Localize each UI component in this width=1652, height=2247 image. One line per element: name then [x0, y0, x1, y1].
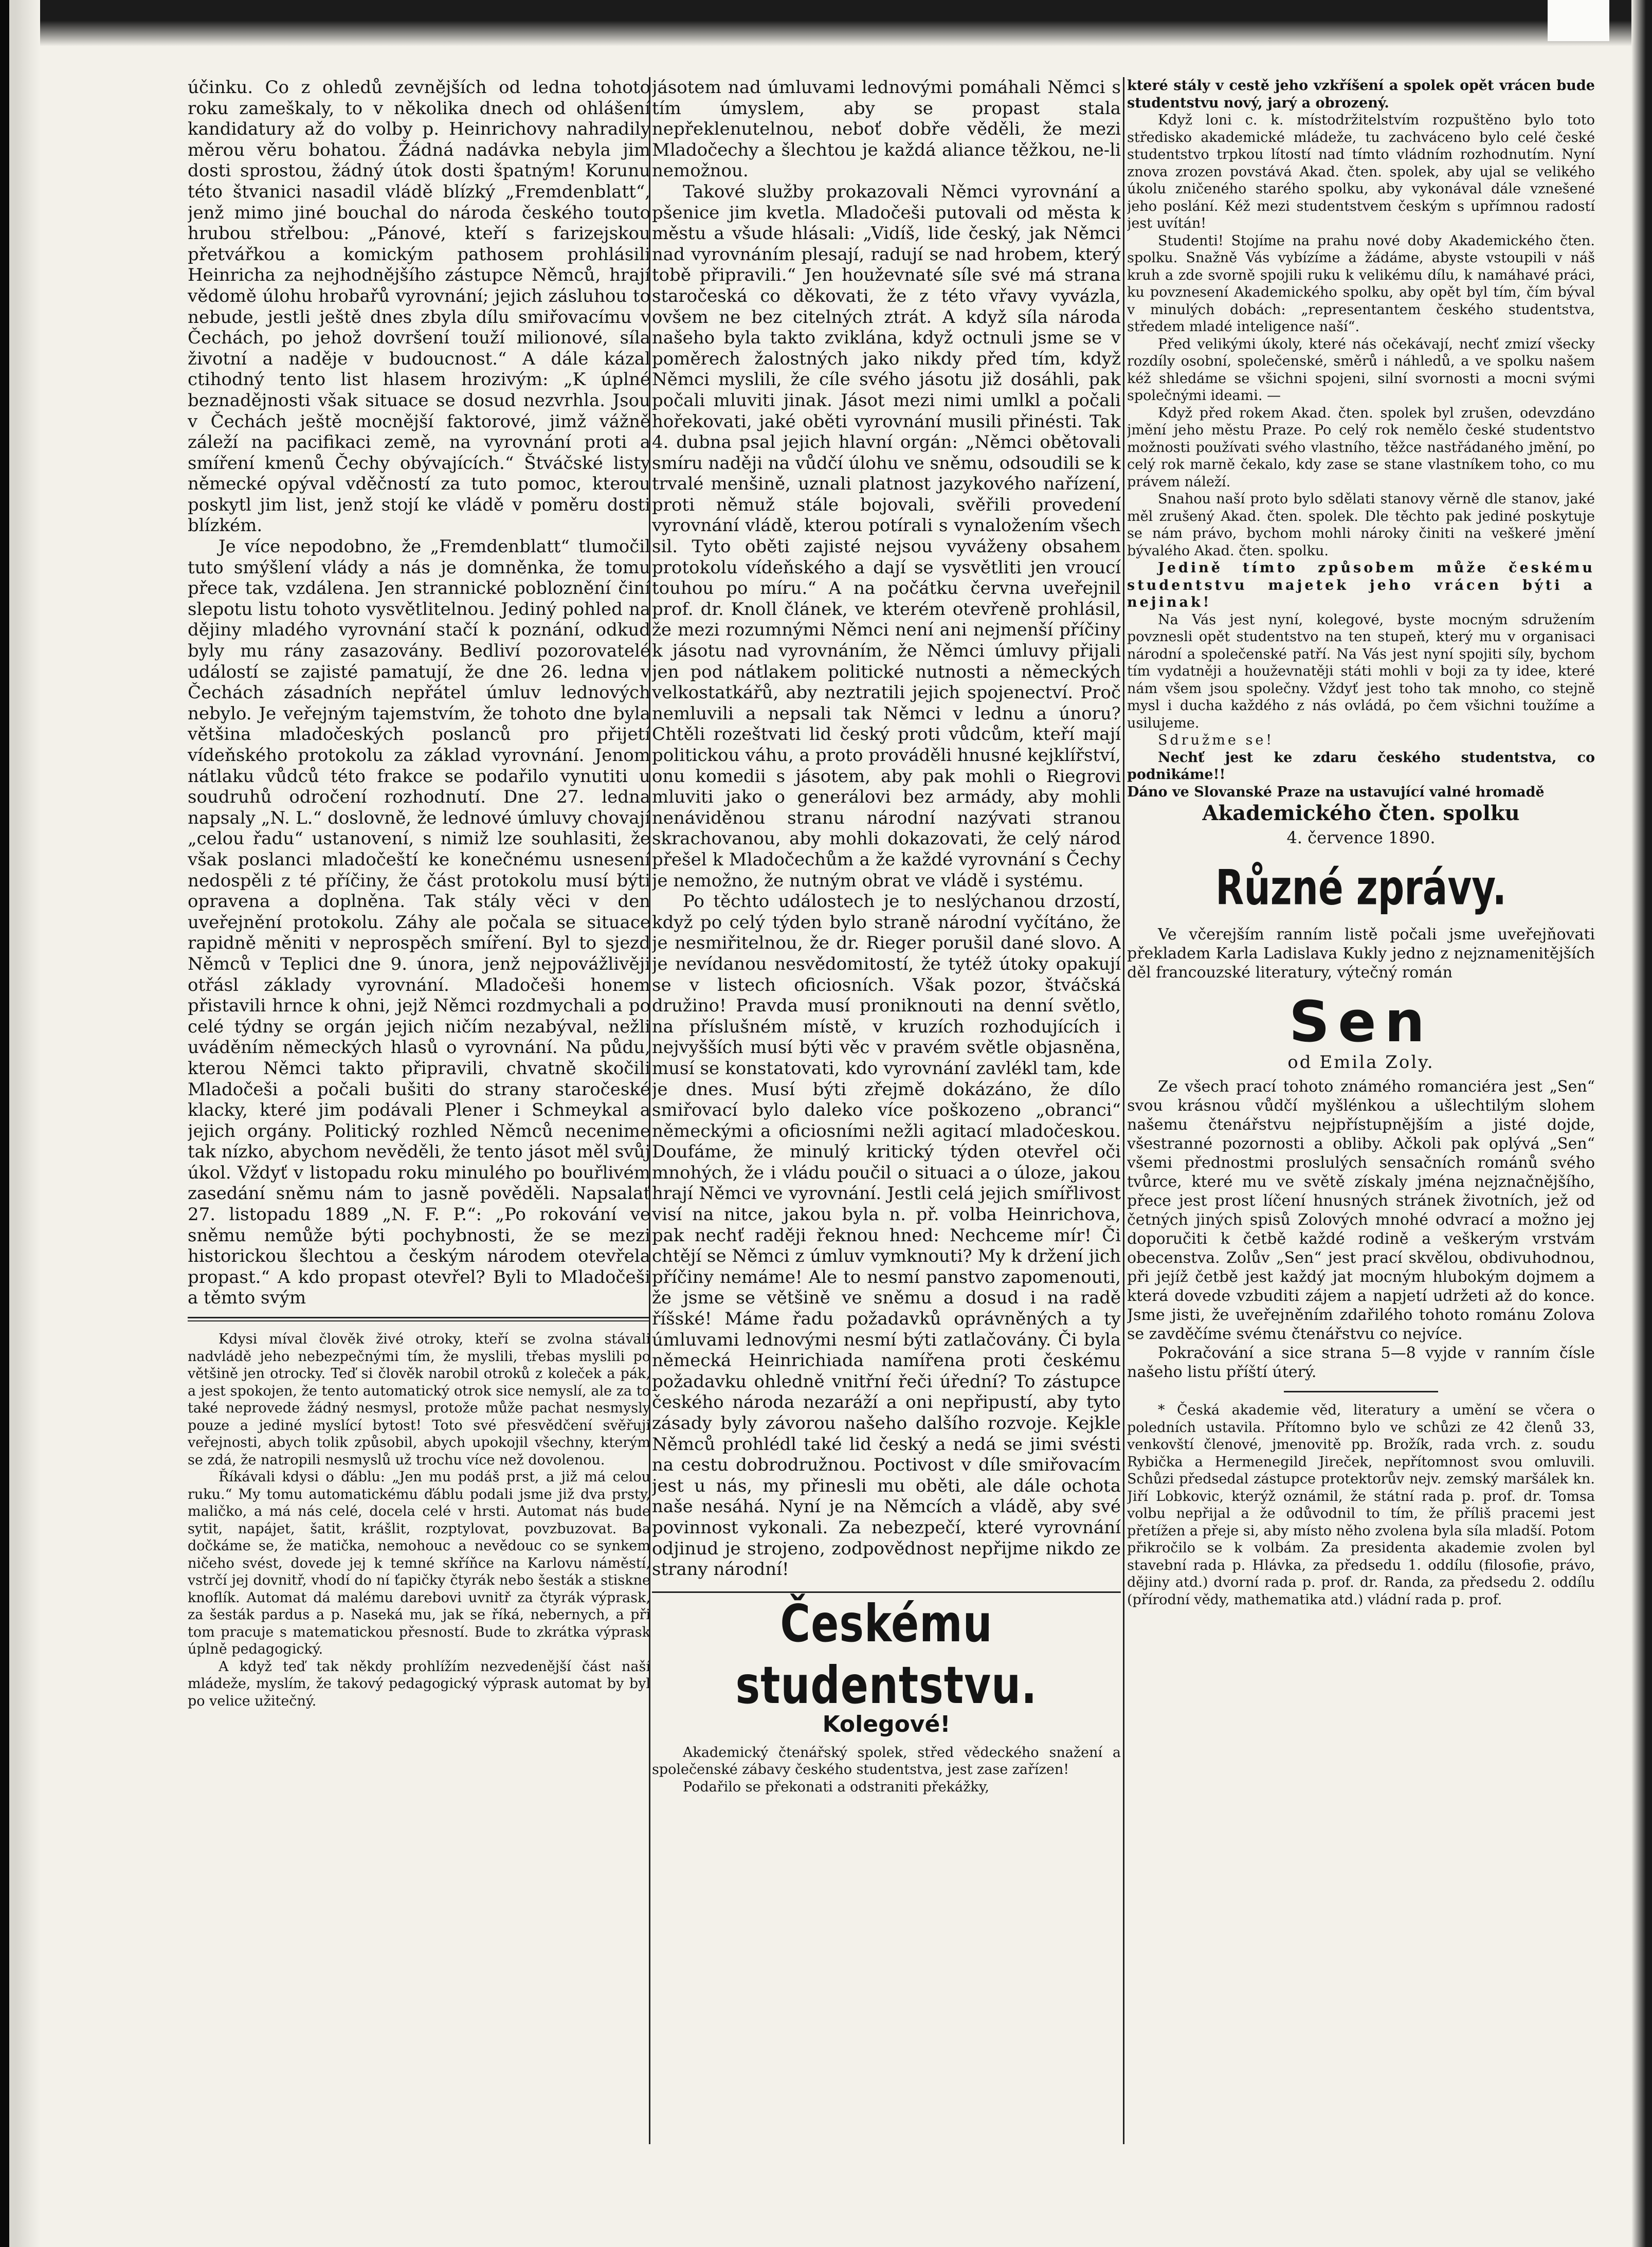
news-paragraph: * Česká akademie věd, literatury a umění se včera o poledních ustavila. Přítomno bylo ve schůzi ze 42 členů 33, venkovští členové, jmenovitě pp. Brožík, rada vrch. z. soudu Rybička a Hermenegild Jireček, nepřítomnost svou omluvili. Schůzi předsedal zástupce protektorův nejv. zemský maršálek kn. Jiří Lobkovic, kterýž oznámil, že státní rada p. prof. dr. Tomsa volbu nepřijal a že odůvodnil to tím, že příliš pracemi jest přetížen a přeje si, aby místo něho zvolena byla síla mladší. Potom přikročilo se k volbám. Za presidenta akademie zvolen byl stavební rada p. Hlávka, za předsedu 1. oddílu (filosofie, právo, dějiny atd.) dvorní rada p. prof. dr. Randa, za předsedu 2. oddílu (přírodní vědy, mathematika atd.) vládní rada p. prof.: [1127, 1402, 1595, 1608]
article-paragraph: Takové služby prokazovali Němci vyrovnání a pšenice jim kvetla. Mladočeši putovali od města k městu a všude hlásali: „Vidíš, lide český, jak Němci nad vyrovnáním plesají, radují se nad hrobem, který tobě připravili.“ Jen houževnaté síle své má strana staročeská co děkovati, že z této vřavy vyvázla, ovšem ne bez citelných ztrát. A když síla národa našeho byla takto zviklána, když octnuli jsme se v poměrech žalostných jako nikdy před tím, když Němci myslili, že cíle svého jásotu již dosáhli, pak počali mluviti jinak. Jásot mezi nimi umlkl a počali hořekovati, jaké oběti vyrovnání musili přinésti. Tak 4. dubna psal jejich hlavní orgán: „Němci obětovali smíru naději na vůdčí úlohu ve sněmu, odsoudili se k trvalé menšině, uznali platnost jazykového nařízení, proti němuž stále bojovali, svěřili provedení vyrovnání vládě, kterou potírali s vynaložením všech sil. Tyto oběti zajisté nejsou vyváženy obsahem protokolu vídeňského a dají se vysvětliti jen vroucí touhou po míru.“ A na počátku června uveřejnil prof. dr. Knoll článek, ve kterém otevřeně prohlásil, že mezi rozumnými Němci není ani nejmenší příčiny k jásotu nad vyrovnáním, že Němci úmluvy přijali jen pod nátlakem politické nutnosti a německých velkostatkářů, aby neztratili jejich spojenectví. Proč nemluvili a nepsali tak Němci v lednu a únoru? Chtěli rozeštvati lid český proti vůdcům, kteří mají politickou váhu, a proto prováděli hnusné kejklířství, onu komedii s jásotem, aby pak mohli o Riegrovi mluviti jako o generálovi bez armády, aby mohli nenáviděnou stranu národní nazývati stranou skrachovanou, aby mohli dokazovati, že celý národ přešel k Mladočechům a že každé vyrovnání s Čechy je nemožno, že nutným obrat ve vládě i systému.: [652, 181, 1121, 891]
signature-organization: Akademického čten. spolku: [1202, 801, 1520, 825]
appeal-paragraph: Sdružme se!: [1158, 732, 1275, 748]
feuilleton-divider: [188, 1317, 650, 1321]
novel-byline: od Emila Zoly.: [1287, 1052, 1435, 1073]
article-paragraph: Po těchto událostech je to neslýchanou drzostí, když po celý týden bylo straně národní vyčítáno, že je nesmiřitelnou, že dr. Rieger porušil dané slovo. A je nevídanou nesvědomitostí, že tytéž útoky opakují se v listech oficiosních. Však pozor, štváčská družino! Pravda musí proniknouti na denní světlo, na příslušném místě, v kruzích rozhodujících i nejvyšších musí býti věc v pravém světle objasněna, musí se konstatovati, kdo vyrovnání zavlékl tam, kde je dnes. Musí býti zřejmě dokázáno, že dílo smiřovací bylo daleko více poškozeno „obranci“ německými a oficiosními nežli agitací mladočeskou. Doufáme, že minulý kritický týden otevřel oči mnohých, že i vládu poučil o situaci a o úloze, jakou hrají Němci ve vyrovnání. Jestli celá jejich smířlivost visí na nitce, jakou byla n. př. volba Heinrichova, pak nechť raději řeknou hned: Nechceme mír! Či chtějí se Němci z úmluv vymknouti? My k držení jich příčiny nemáme! Ale to nesmí panstvo zapomenouti, že jsme se většině ve sněmu a dosud i na radě říšské! Máme řadu požadavků oprávněných a ty úmluvami lednovými nesmí býti zatlačovány. Či byla německá Heinrichiada namířena proti českému požadavku ohledně vnitřní řeči úřední? To zástupce českého národa nezaráží a oni nepřipustí, aby tyto zásady byly závorou našeho dalšího rozvoje. Kejkle Němců prohlédl také lid český a nedá se jimi svésti na cestu dobrodružnou. Poctivost v díle smiřovacím jest u nás, my přinesli mu oběti, ale dále ochota naše nesáhá. Nyní je na Němcích a vládě, aby své povinnost vykonali. Za nebezpečí, které vyrovnání odjinud je strojeno, zodpovědnost nepřijme nikdo ze strany národní!: [652, 891, 1121, 1580]
dated-line: Dáno ve Slovanské Praze na ustavující valné hromadě: [1127, 784, 1545, 800]
appeal-paragraph: Studenti! Stojíme na prahu nové doby Akademického čten. spolku. Snažně Vás vybízíme a žádáme, abyste vstoupili v náš kruh a zde svorně spojili ruku k velikému dílu, k namáhavé práci, ku povznesení Akademického spolku, aby opět byl tím, čím býval v minulých dobách: „representantem českého studentstva, středem mladé inteligence naší“.: [1127, 232, 1595, 335]
article-paragraph: účinku. Co z ohledů zevnějších od ledna tohoto roku zameškaly, to v několika dnech od ohlášení kandidatury až do volby p. Heinrichovy nahradily měrou věru bohatou. Žádná nadávka nebyla jim dosti sprostou, žádný útok dosti špatným! Korunu této štvanici nasadil vládě blízký „Fremdenblatt“, jenž mimo jiné bouchal do národa českého touto hrubou střelbou: „Pánové, kteří s farizejskou přetvářkou a komickým pathosem prohlásili Heinricha za nejhodnějšího zástupce Němců, hrají vědomě úlohu hrobařů vyrovnání; jejich zásluhou to nebude, jestli ještě dnes zbyla dílu smiřovacímu v Čechách, po jehož dovršení touží milionové, síla životní a naděje v budoucnost.“ A dále kázal ctihodný tento list hlasem hrozivým: „K úplné beznadějnosti však situace se dosud nezvrhla. Jsou v Čechách ještě mocnější faktorové, jimž vážně záleží na pacifikaci země, na vyrovnání proti a smíření kmenů Čechy obývajících.“ Štváčské listy německé opýval vděčností za tuto pomoc, kterou poskytl jim list, jenž stojí ke vládě v poměru dosti blízkém.: [188, 77, 650, 536]
appeal-paragraph: Na Vás jest nyní, kolegové, byste mocným sdružením povznesli opět studentstvo na ten stupeň, který mu v organisaci národní a společenské patří. Na Vás jest nyní spojiti síly, bychom tím vydatněji a houževnatěji státi mohli v boji za ty idee, které nám všem jsou společny. Vždyť jest toho tak mnoho, co stejně mysl i ducha každého z nás ovládá, po čem všichni toužíme a usilujeme.: [1127, 611, 1595, 731]
column-2: [652, 77, 1121, 2211]
article-paragraph: Je více nepodobno, že „Fremdenblatt“ tlumočil tuto smýšlení vlády a nás je domněnka, že tomu přece tak, vzdálena. Jen strannické pobloznění činí slepotu listu tohoto vysvětlitelnou. Jediný pohled na dějiny mladého vyrovnání stačí k poznání, odkud byly mu rány zasazovány. Bedliví pozorovatelé událostí se zajisté pamatují, že dne 26. ledna v Čechách zásadních nepřátel úmluv lednových nebylo. Je veřejným tajemstvím, že tohoto dne byla většina mladočeských poslanců pro přijetí vídeňského protokolu za základ vyrovnání. Jenom nátlaku vůdců této frakce se podařilo vynutiti u soudruhů odročení rozhodnutí. Dne 27. ledna napsaly „N. L.“ doslovně, že lednové úmluvy chovají „celou řadu“ ustanovení, s nimiž lze souhlasiti, že však poslanci mladočeští ke konečnému usnesení nedospěli z té příčiny, že část protokolu musí býti opravena a doplněna. Tak stály věci v den uveřejnění protokolu. Záhy ale počala se situace rapidně měniti v neprospěch smíření. Byl to sjezd Němců v Teplici dne 9. února, jenž nejpovážlivěji otřásl základy vyrovnání. Mladočeši honem přistavili hrnce k ohni, jejž Němci rozdmychali a po celé týdny se orgán jejich ničím nezabýval, nežli uváděním německých hlasů o vyrovnání. Na půdu, kterou Němci takto připravili, chvatně skočili Mladočeši a počali bušiti do strany staročeské klacky, které jim podávali Plener i Schmeykal a jejich orgány. Politický rozhled Němců necenime tak nízko, abychom nevěděli, že tento jásot měl svůj úkol. Vždyť v listopadu roku minulého po bouřlivém zasedání sněmu nám to jasně pověděli. Napsalať 27. listopadu 1889 „N. F. P.“: „Po rokování ve sněmu nemůže býti pochybnosti, že se mezi historickou šlechtou a českým národem otevřela propast.“ A kdo propast otevřel? Byli to Mladočeši a těmto svým: [188, 536, 650, 1309]
news-divider: [1284, 1391, 1438, 1392]
appeal-paragraph: Jedině tímto způsobem může českému studentstvu majetek jeho vrácen býti a nejinak!: [1127, 560, 1595, 610]
appeal-paragraph: Když před rokem Akad. čten. spolek byl zrušen, odevzdáno jmění jeho městu Praze. Po celý rok nemělo české studentstvo možnosti používati svého vlastního, těžce nastřádaného jmění, po celý rok marně čekalo, kdy zase se stane vlastníkem toho, co mu právem náleží.: [1127, 405, 1595, 490]
column-rule-2: [1123, 77, 1124, 2144]
appeal-paragraph: Před velikými úkoly, které nás očekávají, nechť zmizí všecky rozdíly osobní, společenské, směrů i náhledů, a ve spolku našem kéž shledáme se všichni spojeni, silní svornosti a mocni svými společnými ideami. —: [1127, 336, 1595, 404]
column-3: [1127, 77, 1595, 2211]
appeal-paragraph: Nechť jest ke zdaru českého studentstva, co podnikáme!!: [1127, 749, 1595, 783]
appeal-paragraph: Snahou naší proto bylo sdělati stanovy věrně dle stanov, jaké měl zrušený Akad. čten. spolek. Dle těchto pak jediné poskytuje se nám právo, bychom mohli nároky činiti na veškeré jmění bývalého Akad. čten. spolku.: [1127, 491, 1595, 559]
appeal-paragraph: Podařilo se překonati a odstraniti překážky,: [683, 1779, 989, 1795]
appeal-paragraph: které stály v cestě jeho vzkříšení a spolek opět vrácen bude studentstvu nový, jarý a obrozený.: [1127, 78, 1595, 111]
article-paragraph: jásotem nad úmluvami lednovými pomáhali Němci s tím úmyslem, aby se propast stala nepřeklenutelnou, neboť dobře věděli, že mezi Mladočechy a šlechtou je každá aliance těžkou, ne-li nemožnou.: [652, 77, 1121, 182]
appeal-paragraph: Když loni c. k. místodržitelstvím rozpuštěno bylo toto středisko akademické mládeže, tu zachváceno bylo celé české studentstvo trpkou lítostí nad tímto vládním rozhodnutím. Nyní znova zrozen povstává Akad. čten. spolek, aby ujal se velikého úkolu zničeného starého spolku, aby vykonával dále vznešené jeho poslání. Kéž mezi studentstvem českým s upřímnou radostí jest uvítán!: [1127, 112, 1595, 231]
novel-title: Sen: [1288, 989, 1433, 1055]
news-paragraph: Ze všech prací tohoto známého romanciéra jest „Sen“ svou krásnou vůdčí myšlénkou a ušlechtilým slohem našemu čtenářstvu nejpřístupnějším a jisté dojde, všestranné pozornosti a obliby. Ačkoli pak oplývá „Sen“ všemi přednostmi proslulých sensačních románů svého tvůrce, které mu ve světě získaly jména nejznačnějšího, přece jest prost líčení hnusných stránek životních, jež od četných jiných spisů Zolových mnohé odvrací a možno jej doporučiti k četbě každé rodině a veškerým vrstvám obecenstva. Zolův „Sen“ jest prací skvělou, obdivuhodnou, při jejíž četbě jest každý jat mocným hlubokým dojmem a která dovede vzbuditi zájem a napjetí udržeti až do konce. Jsme jisti, že uveřejněním zdařilého tohoto románu Zolova se zavděčíme svému čtenářstvu co nejvíce.: [1127, 1078, 1595, 1343]
feuilleton: [188, 1331, 650, 1710]
section-title: Českému studentstvu.: [735, 1593, 1038, 1715]
feuilleton-paragraph: Kdysi míval člověk živé otroky, kteří se zvolna stávali nadvládě jeho nebezpečnými tím, že myslili, třebas myslili po většině jen otrocky. Teď si člověk narobil otroků z koleček a pák, a jest spokojen, že tento automatický otrok sice nemyslí, ale za to také neprovede žádný nesmysl, protože může pachat nesmysly pouze a jediné myslící bytost! Toto své přesvědčení svěřuji veřejnosti, abych tolik způsobil, abych upokojil všechny, kterým se zdá, že natropili nesmyslů už trochu více než dovolenou.: [188, 1331, 650, 1468]
scan-paper-tab: [1548, 0, 1609, 41]
appeal-paragraph: Akademický čtenářský spolek, střed vědeckého snažení a společenské zábavy českého studentstva, jest zase zařízen!: [652, 1744, 1121, 1778]
news-paragraph: Pokračování a sice strana 5—8 vyjde v ranním čísle našeho listu příští úterý.: [1127, 1344, 1595, 1381]
feuilleton-paragraph: A když teď tak někdy prohlížím nezvedenější část naší mládeže, myslím, že takový pedagogický výprask automat by byl po velice užitečný.: [188, 1658, 650, 1709]
news-section-title: Různé zprávy.: [1215, 859, 1506, 916]
scan-border-top: [0, 0, 1652, 46]
scan-border-left: [0, 0, 40, 2247]
column-1: [188, 77, 650, 2211]
signature-date: 4. července 1890.: [1286, 828, 1436, 847]
salutation: Kolegové!: [822, 1711, 951, 1737]
news-intro: Ve včerejším ranním listě počali jsme uveřejňovati překladem Karla Ladislava Kukly jedno z nejznamenitějších děl francouzské literatury, výtečný román: [1127, 926, 1595, 982]
feuilleton-paragraph: Říkávali kdysi o ďáblu: „Jen mu podáš prst, a již má celou ruku.“ My tomu automatickému ďáblu podali jsme již dva prsty, maličko, a má nás celé, docela celé v hrsti. Automat nás bude sytit, napájet, šatit, krášlit, rozptylovat, povzbuzovat. Ba dočkáme se, že matička, nemohouc a nevědouc co se synkem ničeho svést, dovede jej k temné skříňce na Karlovu náměstí, vstrčí jej dovnitř, vhodí do ní ťapičky čtyrák nebo šesták a stiskne knoflík. Automat dá malému darebovi uvnitř za čtyrák výprask, za šesták pardus a p. Naseká mu, jak se říká, nebernych, a při tom pracuje s matematickou přesností. Bude to zkrátka výprask úplně pedagogický.: [188, 1469, 650, 1658]
scan-border-right: [1631, 0, 1652, 2247]
